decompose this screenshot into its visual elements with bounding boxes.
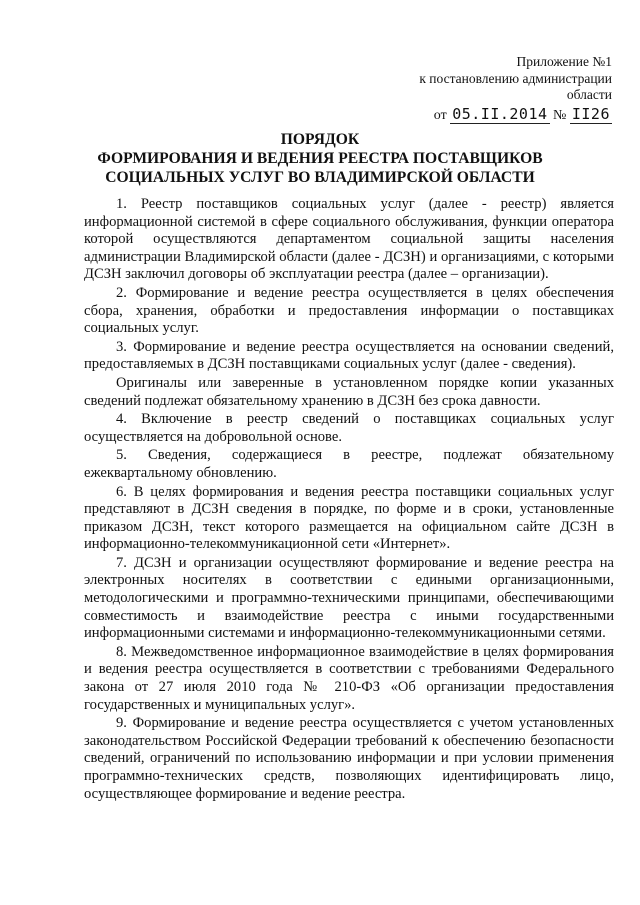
date-value: 05.II.2014 [452,104,548,123]
title-line-1: ПОРЯДОК [280,131,360,148]
paragraph-5: 5. Сведения, содержащиеся в реестре, подлежат обязательному ежеквартальному обновлению. [84,447,614,481]
paragraph-8: 8. Межведомственное информационное взаимодействие в целях формирования и ведения реестра осуществляется в соответствии с требованиями Федерального закона от 27 июля 2010 года № 210-ФЗ «Об организации предоставления государственных и муниципальных услуг». [84,643,614,713]
number-value: II26 [571,104,610,123]
paragraph-3-continued: Оригиналы или заверенные в установленном порядке копии указанных сведений подлежат обязательному хранению в ДСЗН без срока давности. [84,374,614,409]
appendix-date-number [419,106,612,125]
appendix-label: Приложение №1 [516,54,612,69]
paragraph-2: 2. Формирование и ведение реестра осуществляется в целях обеспечения сбора, хранения, обработки и предоставления информации о поставщиках социальных услуг. [84,284,614,337]
title-line-2: ФОРМИРОВАНИЯ И ВЕДЕНИЯ РЕЕСТРА ПОСТАВЩИКОВ [97,150,543,167]
paragraph-1: 1. Реестр поставщиков социальных услуг (далее - реестр) является информационной системой в сфере социального обслуживания, функции оператора которой осуществляются департаментом социальной защиты населения администрации Владимирской области (далее - ДСЗН) и организациями, с которыми ДСЗН заключил договоры об эксплуатации реестра (далее – организации). [84,196,614,283]
document-title [0,130,640,187]
paragraph-3: 3. Формирование и ведение реестра осуществляется на основании сведений, предоставляемых в ДСЗН поставщиками социальных услуг (далее - сведения). [84,338,614,373]
paragraph-4: 4. Включение в реестр сведений о поставщиках социальных услуг осуществляется на добровольной основе. [84,411,614,445]
appendix-block [419,54,612,124]
number-prefix: № [553,107,567,123]
title-line-3: СОЦИАЛЬНЫХ УСЛУГ ВО ВЛАДИМИРСКОЙ ОБЛАСТИ [105,169,535,186]
paragraph-7: 7. ДСЗН и организации осуществляют формирование и ведение реестра на электронных носителях в соответствии с едиными организационными, методологическими и программно-техническими принципами, обеспечивающими совместимость и взаимодействие реестра с иными государственными информационными системами и информационно-телекоммуникационными сетями. [84,554,614,642]
date-prefix: от [433,107,447,123]
paragraph-6: 6. В целях формирования и ведения реестра поставщики социальных услуг представляют в ДСЗН сведения в порядке, по форме и в сроки, установленные приказом ДСЗН, текст которого размещается на официальном сайте ДСЗН в информационно-телекоммуникационной сети «Интернет». [84,483,614,553]
appendix-ref-line1: к постановлению администрации [419,70,612,86]
paragraph-9: 9. Формирование и ведение реестра осуществляется с учетом установленных законодательством Российской Федерации требований к обеспечению безопасности сведений, ограничений по использованию информации и при условии применения программно-технических средств, позволяющих идентифицировать лицо, осуществляющее формирование и ведение реестра. [84,715,614,802]
appendix-ref-line2: области [566,87,612,102]
document-body [84,196,614,804]
